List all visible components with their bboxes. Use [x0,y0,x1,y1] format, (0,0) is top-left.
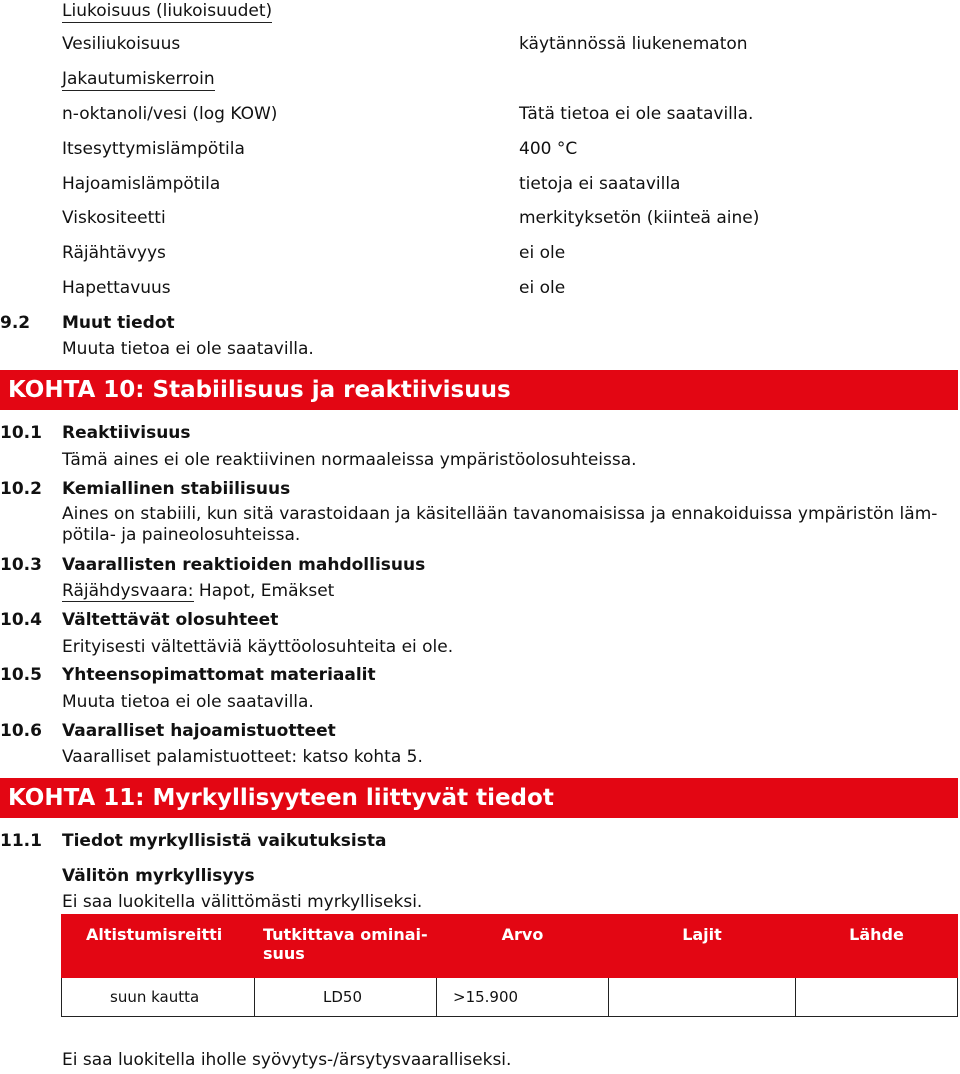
table-header: Tutkittava ominai-suus [255,915,437,978]
property-label: Viskositeetti [62,208,166,228]
section-title: Kemiallinen stabiilisuus [62,479,291,499]
section-number: 10.5 [0,665,42,685]
section-title: Reaktiivisuus [62,423,191,443]
section-title: Vaaralliset hajoamistuotteet [62,721,336,741]
section-text: Muuta tietoa ei ole saatavilla. [62,692,314,712]
table-header: Altistumisreitti [62,915,255,978]
table-cell: suun kautta [62,978,255,1017]
property-label: Räjähtävyys [62,243,166,263]
section-title: Vältettävät olosuhteet [62,610,279,630]
property-value: 400 °C [519,139,578,159]
table-header: Lajit [609,915,796,978]
subsection-text: Ei saa luokitella välittömästi myrkylliseksi. [62,892,423,912]
section-number: 10.3 [0,555,42,575]
section-text: Aines on stabiili, kun sitä varastoidaan ja käsitellään tavanomaisissa ja ennakoiduissa ympäristön läm-pötila- ja paineolosuhteissa. [62,504,938,545]
hazard-label: Räjähdysvaara: [62,581,194,601]
section-title: Vaarallisten reaktioiden mahdollisuus [62,555,426,575]
property-value: käytännössä liukenematon [519,34,748,54]
table-row [62,978,958,1017]
table-cell [609,978,796,1017]
section-number: 10.6 [0,721,42,741]
subsection-title: Välitön myrkyllisyys [62,866,255,886]
property-value: Tätä tietoa ei ole saatavilla. [519,104,754,124]
section-number: 11.1 [0,831,42,851]
section-number: 10.4 [0,610,42,630]
property-label: Liukoisuus (liukoisuudet) [62,1,273,21]
section-text: Erityisesti vältettäviä käyttöolosuhteita ei ole. [62,637,454,657]
skin-classification-text: Ei saa luokitella iholle syövytys-/ärsytysvaaralliseksi. [62,1050,512,1070]
section-title: Muut tiedot [62,313,175,333]
section-title: Yhteensopimattomat materiaalit [62,665,376,685]
section-number: 9.2 [0,313,31,333]
table-header: Lähde [796,915,958,978]
table-header-row [62,915,958,978]
table-cell [796,978,958,1017]
hazard-value: Hapot, Emäkset [198,581,335,601]
table-cell: LD50 [255,978,437,1017]
section-text: Muuta tietoa ei ole saatavilla. [62,339,314,359]
property-value: tietoja ei saatavilla [519,174,681,194]
section-text: Vaaralliset palamistuotteet: katso kohta 5. [62,747,423,767]
section-title: Tiedot myrkyllisistä vaikutuksista [62,831,387,851]
section-number: 10.2 [0,479,42,499]
section-text: Tämä aines ei ole reaktiivinen normaaleissa ympäristöolosuhteissa. [62,450,637,470]
section-number: 10.1 [0,423,42,443]
section-text [62,580,334,602]
property-label: Itsesyttymislämpötila [62,139,245,159]
property-label: Hajoamislämpötila [62,174,221,194]
table-cell: >15.900 [437,978,609,1017]
section-10-banner: KOHTA 10: Stabiilisuus ja reaktiivisuus [0,370,958,410]
property-label: Jakautumiskerroin [62,69,215,89]
property-value: ei ole [519,243,566,263]
property-value: merkityksetön (kiinteä aine) [519,208,760,228]
section-11-banner: KOHTA 11: Myrkyllisyyteen liittyvät tiedot [0,778,958,818]
toxicity-table [61,914,958,1017]
table-header: Arvo [437,915,609,978]
property-label: Hapettavuus [62,278,171,298]
property-label: n-oktanoli/vesi (log KOW) [62,104,278,124]
property-label: Vesiliukoisuus [62,34,181,54]
property-value: ei ole [519,278,566,298]
